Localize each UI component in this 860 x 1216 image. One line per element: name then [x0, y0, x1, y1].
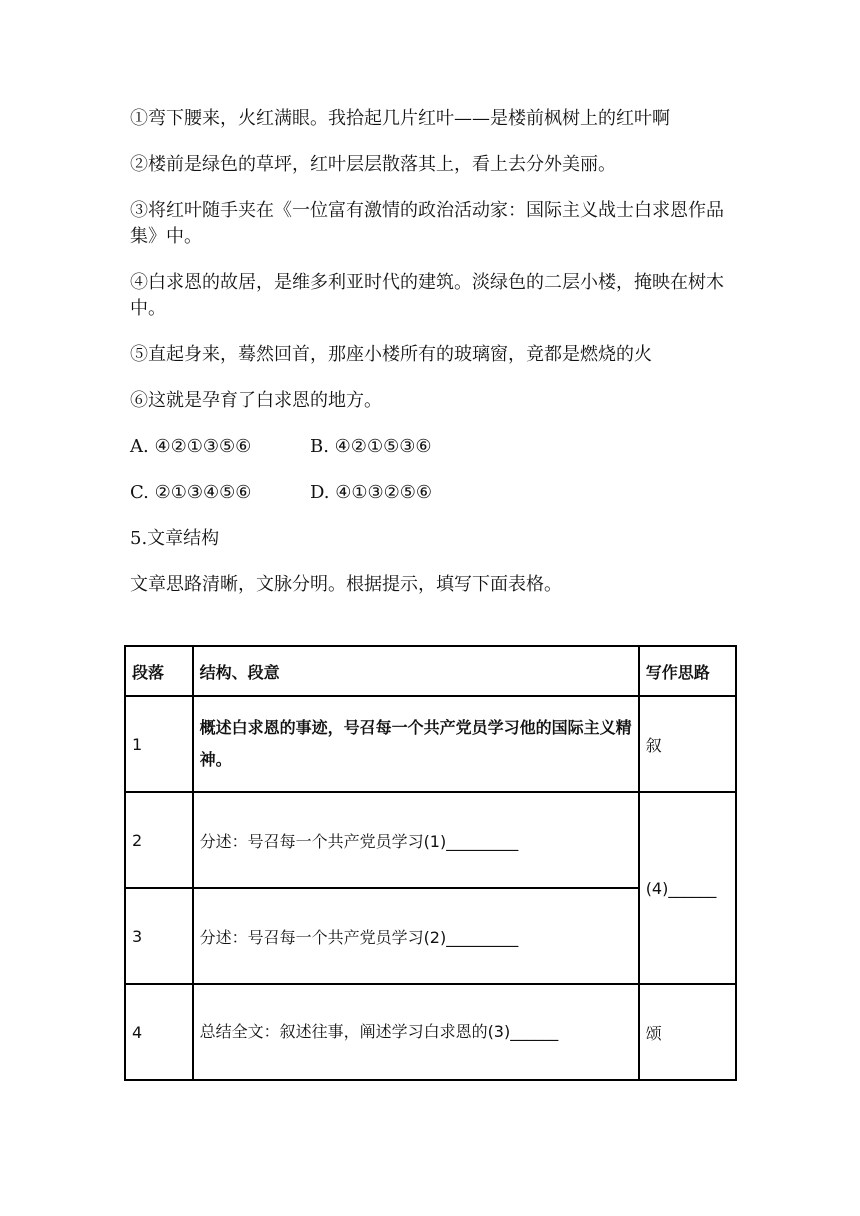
row-paragraph: 3 — [125, 888, 193, 984]
row-content: 概述白求恩的事迹，号召每一个共产党员学习他的国际主义精神。 — [193, 696, 639, 792]
row-content[interactable]: 分述：号召每一个共产党员学习(1)_________ — [193, 792, 639, 888]
row-idea: 叙 — [639, 696, 736, 792]
option-b[interactable]: B. ④②①⑤③⑥ — [310, 436, 432, 457]
sentence-4: ④白求恩的故居，是维多利亚时代的建筑。淡绿色的二层小楼，掩映在树木中。 — [130, 272, 724, 319]
sentence-5: ⑤直起身来，蓦然回首，那座小楼所有的玻璃窗，竟都是燃烧的火 — [130, 344, 652, 365]
sentence-6: ⑥这就是孕育了白求恩的地方。 — [130, 390, 382, 411]
table-header-row — [125, 646, 736, 696]
sentence-1: ①弯下腰来，火红满眼。我拾起几片红叶——是楼前枫树上的红叶啊 — [130, 108, 670, 129]
row-content[interactable]: 总结全文：叙述往事，阐述学习白求恩的(3)______ — [193, 984, 639, 1080]
sentence-3: ③将红叶随手夹在《一位富有激情的政治活动家：国际主义战士白求恩作品集》中。 — [130, 200, 724, 247]
table-row — [125, 792, 736, 888]
option-c[interactable]: C. ②①③④⑤⑥ — [130, 482, 252, 503]
options-row-2 — [130, 480, 740, 506]
section-heading: 5.文章结构 — [130, 528, 220, 549]
structure-table — [124, 645, 737, 1081]
sentence-2: ②楼前是绿色的草坪，红叶层层散落其上，看上去分外美丽。 — [130, 154, 616, 175]
row-paragraph: 4 — [125, 984, 193, 1080]
options-row-1 — [130, 434, 740, 460]
row-paragraph: 2 — [125, 792, 193, 888]
header-idea: 写作思路 — [639, 646, 736, 696]
header-structure: 结构、段意 — [193, 646, 639, 696]
section-instruction: 文章思路清晰，文脉分明。根据提示，填写下面表格。 — [130, 574, 562, 595]
header-paragraph: 段落 — [125, 646, 193, 696]
option-d[interactable]: D. ④①③②⑤⑥ — [310, 482, 433, 503]
option-a[interactable]: A. ④②①③⑤⑥ — [130, 436, 252, 457]
question-content — [130, 106, 740, 618]
table-row — [125, 696, 736, 792]
row-paragraph: 1 — [125, 696, 193, 792]
row-idea[interactable]: (4)______ — [639, 792, 736, 984]
row-content[interactable]: 分述：号召每一个共产党员学习(2)_________ — [193, 888, 639, 984]
row-idea: 颂 — [639, 984, 736, 1080]
table-row — [125, 984, 736, 1080]
